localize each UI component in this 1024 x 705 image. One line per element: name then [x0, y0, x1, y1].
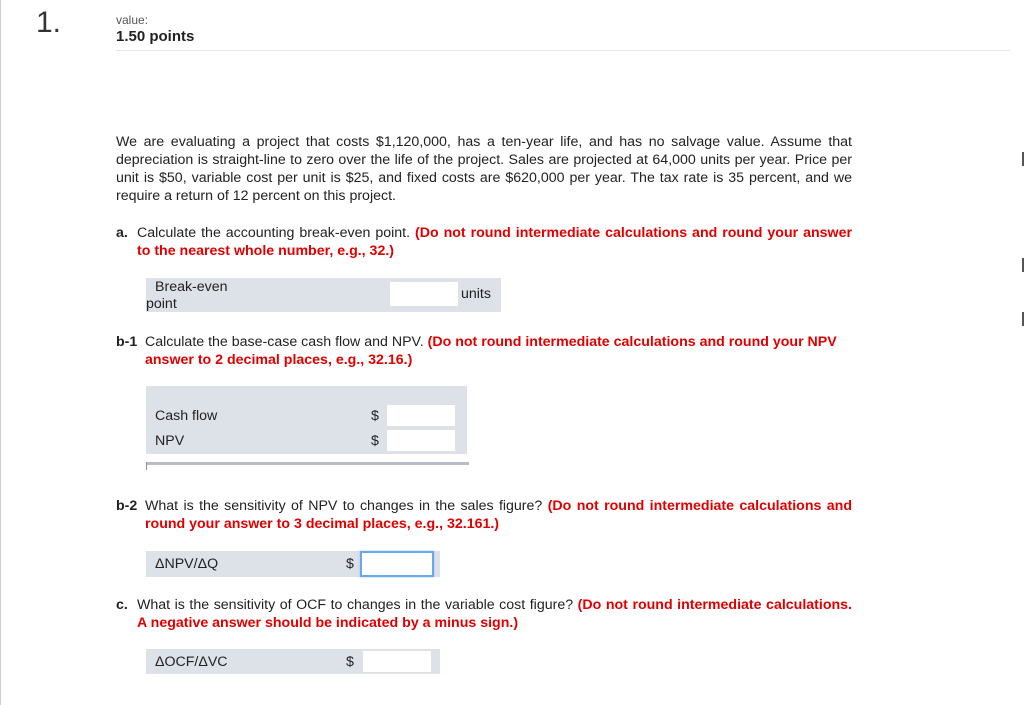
part-b2-instruction: (Do not round intermediate calculations and round your answer to 3 decimal places, e.g., 32.161.)	[145, 498, 852, 532]
dollar-sign: $	[371, 408, 379, 424]
break-even-label-line1: Break-even	[155, 279, 228, 295]
npv-sensitivity-input[interactable]	[360, 551, 434, 577]
part-b2-lead: b-2	[116, 498, 138, 514]
question-intro: We are evaluating a project that costs $1,120,000, has a ten-year life, and has no salvage value. Assume that depreciation is straight-line to zero over the life of the project. Sales are projected at 64,000 units per year. Price per unit is $50, variable cost per unit is $25, and fixed costs are $620,000 per year. The tax rate is 35 percent, and we require a return of 12 percent on this project.	[116, 134, 852, 204]
break-even-input[interactable]	[389, 281, 459, 307]
b1-table-footer-edge	[146, 462, 147, 470]
part-b1-instruction: (Do not round intermediate calculations and round your NPV answer to 2 decimal places, e.g., 32.16.)	[145, 334, 837, 368]
points-value: 1.50 points	[116, 28, 195, 45]
dollar-sign: $	[371, 433, 379, 449]
break-even-label-line2: point	[146, 296, 177, 312]
part-b2-text: What is the sensitivity of NPV to changes in the sales figure?	[145, 498, 543, 514]
b1-row-cash-flow	[146, 403, 467, 428]
break-even-row	[146, 278, 501, 312]
npv-input[interactable]	[386, 429, 456, 452]
part-c-instruction: (Do not round intermediate calculations. A negative answer should be indicated by a minus sign.)	[137, 597, 853, 631]
b1-row-label: Cash flow	[155, 408, 218, 424]
break-even-unit: units	[461, 286, 491, 302]
npv-sensitivity-label: ΔNPV/ΔQ	[155, 556, 219, 572]
b1-table-footer	[146, 462, 469, 465]
question-number: 1.	[36, 6, 62, 39]
part-a-lead: a.	[116, 225, 128, 241]
part-b1-lead: b-1	[116, 334, 138, 350]
part-b2-prompt	[116, 497, 852, 533]
value-label: value:	[116, 13, 149, 27]
part-b1-prompt	[116, 333, 852, 369]
part-b1-text: Calculate the base-case cash flow and NPV.	[145, 334, 424, 350]
part-a-instruction: (Do not round intermediate calculations and round your answer to the nearest whole number, e.g., 32.)	[137, 225, 852, 259]
b1-row-npv	[146, 428, 467, 453]
npv-sensitivity-row	[146, 551, 440, 577]
part-a-text: Calculate the accounting break-even point.	[137, 225, 411, 241]
b1-table-header	[146, 386, 467, 403]
part-c-prompt	[116, 596, 852, 632]
part-c-lead: c.	[116, 597, 128, 613]
part-a-prompt	[116, 224, 852, 260]
ocf-sensitivity-row	[146, 649, 440, 674]
b1-table-body	[146, 403, 467, 454]
header-divider	[116, 50, 1010, 51]
ocf-sensitivity-label: ΔOCF/ΔVC	[155, 654, 228, 670]
dollar-sign: $	[346, 654, 354, 670]
dollar-sign: $	[346, 556, 354, 572]
page-left-border	[0, 0, 1, 705]
cash-flow-input[interactable]	[386, 404, 456, 427]
b1-row-label: NPV	[155, 433, 185, 449]
part-c-text: What is the sensitivity of OCF to changes in the variable cost figure?	[137, 597, 574, 613]
ocf-sensitivity-input[interactable]	[362, 650, 432, 673]
